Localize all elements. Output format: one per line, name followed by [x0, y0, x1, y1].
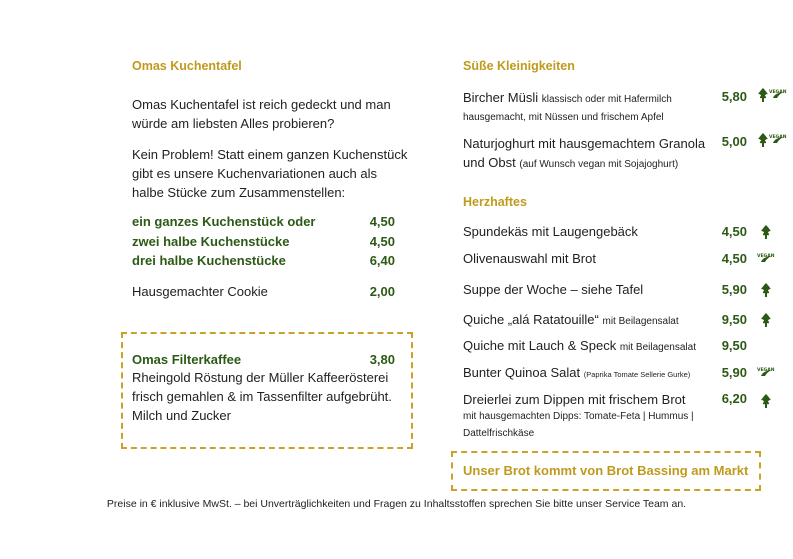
cake-option-name: zwei halbe Kuchenstücke — [132, 234, 290, 249]
savory-item: Spundekäs mit Laugengebäck — [463, 224, 638, 239]
svg-text:VEGAN: VEGAN — [769, 90, 787, 95]
coffee-name: Omas Filterkaffee — [132, 352, 242, 367]
savory-item: Bunter Quinoa Salat (Paprika Tomate Sellerie Gurke) — [463, 365, 691, 380]
savory-item: Suppe der Woche – siehe Tafel — [463, 282, 644, 297]
savory-price: 9,50 — [721, 312, 747, 327]
cake-option-name: ein ganzes Kuchenstück oder — [132, 214, 316, 229]
cake-intro-1: Omas Kuchentafel ist reich gedeckt und man würde am liebsten Alles probieren? — [132, 97, 391, 131]
bread-notice: Unser Brot kommt von Brot Bassing am Markt — [463, 463, 749, 478]
savory-item: Olivenauswahl mit Brot — [463, 251, 596, 266]
joghurt-desc: (auf Wunsch vegan mit Sojajoghurt) — [519, 159, 679, 170]
joghurt-item: Naturjoghurt mit hausgemachtem Granola und Obst (auf Wunsch vegan mit Sojajoghurt) — [463, 136, 706, 170]
muesli-price: 5,80 — [721, 89, 747, 104]
dippen-name: Dreierlei zum Dippen mit frischem Brot — [463, 392, 686, 407]
cake-intro-2: Kein Problem! Statt einem ganzen Kuchenstück gibt es unsere Kuchenvariationen auch als halbe Stücke zum Zusammenstellen: — [132, 147, 408, 200]
cake-option-price: 4,50 — [369, 214, 395, 229]
vegan-icon — [768, 133, 788, 144]
coffee-price: 3,80 — [369, 352, 395, 367]
cake-section-title: Omas Kuchentafel — [132, 59, 242, 73]
muesli-desc-2: hausgemacht, mit Nüssen und frischem Apfel — [463, 112, 664, 123]
savory-section-title: Herzhaftes — [463, 195, 527, 209]
cookie-name: Hausgemachter Cookie — [132, 284, 268, 299]
dippen-price: 6,20 — [721, 391, 747, 406]
muesli-item — [463, 89, 672, 127]
savory-item: Quiche mit Lauch & Speck mit Beilagensalat — [463, 338, 696, 353]
cake-option-name: drei halbe Kuchenstücke — [132, 253, 286, 268]
dippen-desc: mit hausgemachten Dipps: Tomate-Feta | Hummus | — [463, 411, 694, 422]
muesli-desc: klassisch oder mit Hafermilch — [541, 94, 672, 105]
muesli-name: Bircher Müsli — [463, 90, 539, 105]
svg-text:VEGAN: VEGAN — [757, 254, 775, 259]
vegetarian-leaf-icon — [760, 312, 772, 328]
savory-item: Quiche „alá Ratatouille“ mit Beilagensalat — [463, 312, 679, 327]
vegan-icon — [756, 252, 776, 263]
savory-price: 5,90 — [721, 282, 747, 297]
cake-option-price: 4,50 — [369, 234, 395, 249]
savory-price: 9,50 — [721, 338, 747, 353]
vegetarian-leaf-icon — [760, 224, 772, 240]
footer-note: Preise in € inklusive MwSt. – bei Unverträglichkeiten und Fragen zu Inhaltsstoffen sprechen Sie bitte unser Service Team an. — [106, 498, 687, 510]
vegan-icon — [756, 366, 776, 377]
savory-price: 4,50 — [721, 251, 747, 266]
vegan-icon — [768, 88, 788, 99]
savory-price: 5,90 — [721, 365, 747, 380]
vegetarian-leaf-icon — [760, 282, 772, 298]
dippen-item: Dreierlei zum Dippen mit frischem Brot mit hausgemachten Dipps: Tomate-Feta | Hummus | Dattelfrischkäse — [463, 392, 694, 439]
vegetarian-leaf-icon — [760, 393, 772, 409]
savory-price: 4,50 — [721, 224, 747, 239]
svg-text:VEGAN: VEGAN — [757, 368, 775, 373]
joghurt-name: Naturjoghurt mit hausgemachtem Granola — [463, 136, 706, 151]
joghurt-price: 5,00 — [721, 134, 747, 149]
cake-option-price: 6,40 — [369, 253, 395, 268]
coffee-description: Rheingold Röstung der Müller Kaffeerösterei frisch gemahlen & im Tassenfilter aufgebrüht. Milch und Zucker — [132, 370, 392, 423]
svg-text:VEGAN: VEGAN — [769, 135, 787, 140]
sweet-section-title: Süße Kleinigkeiten — [463, 59, 575, 73]
cookie-price: 2,00 — [369, 284, 395, 299]
